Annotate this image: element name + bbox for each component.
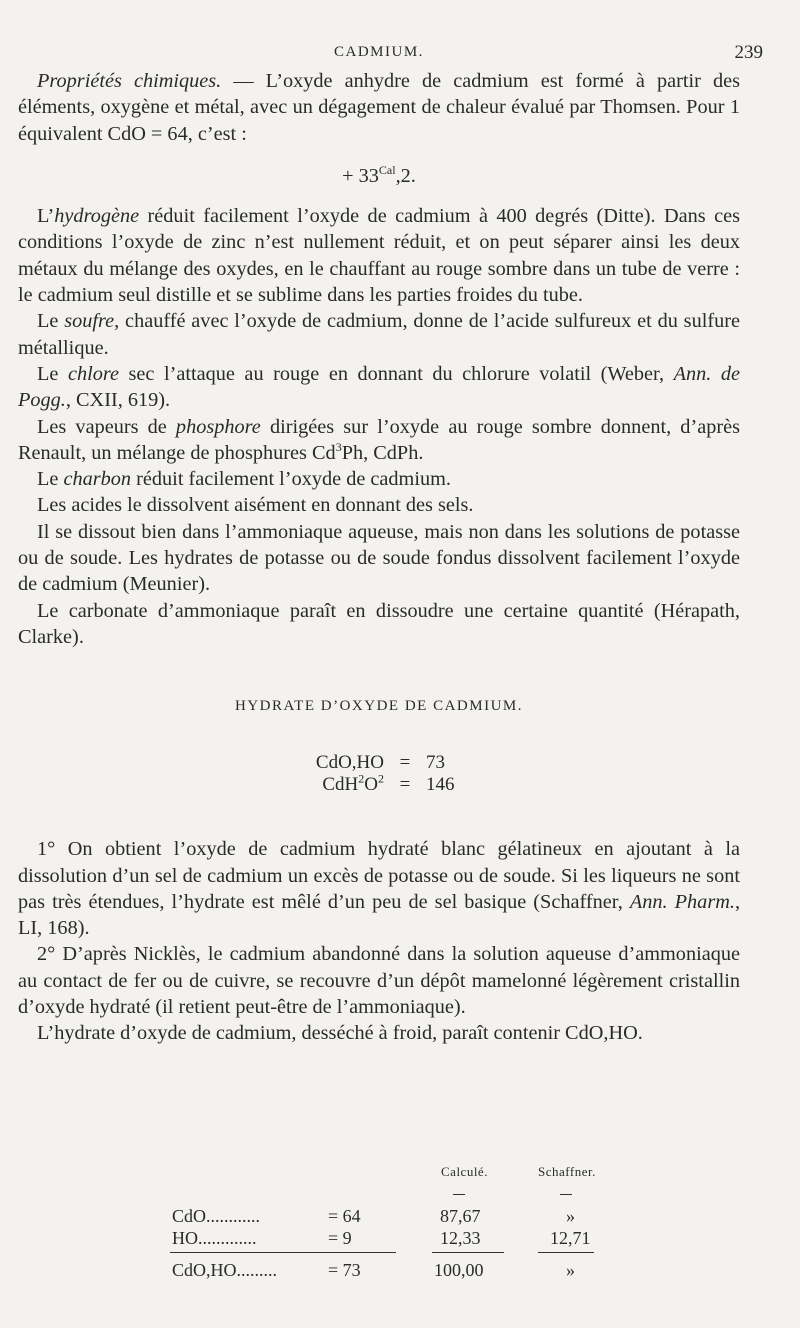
paragraph-phosphore: Les vapeurs de phosphore dirigées sur l’oxyde au rouge sombre donnent, d’après Renault, un mélange de phosphures Cd$^3$Ph, CdPh. [18,415,740,464]
paragraph-acides: Les acides le dissolvent aisément en donnant des sels. [37,494,474,517]
column-header-schaffner: Schaffner. [538,1164,596,1179]
page-number: 239 [734,42,763,63]
running-title: CADMIUM. [334,44,424,60]
subheading: Propriétés chimiques. [37,70,222,92]
header-rule [453,1194,465,1195]
sum-rule [538,1252,594,1253]
paragraph-charbon: Le charbon réduit facilement l’oxyde de cadmium. [37,468,451,491]
paragraph-proprietes-chimiques: Propriétés chimiques. — L’oxyde anhydre de cadmium est formé à partir des éléments, oxygène et métal, avec un dégagement de chaleur évalué par Thomsen. Pour 1 équivalent CdO = 64, c’est : [18,70,740,145]
formula-heat: + $33^{Cal},2$. [342,163,416,187]
paragraph-soufre: Le soufre, chauffé avec l’oxyde de cadmium, donne de l’acide sulfureux et du sulfure métallique. [18,310,740,359]
paragraph-obtention-1: 1° On obtient l’oxyde de cadmium hydraté blanc gélatineux en ajoutant à la dissolution d’un sel de cadmium un excès de potasse ou de soude. Si les liqueurs ne sont pas très étendues, l’hydrate est mêlé d’un peu de sel basique (Schaffner, Ann. Pharm., LI, 168). [18,838,741,940]
section-title: HYDRATE D’OXYDE DE CADMIUM. [235,698,523,715]
paragraph-composition: L’hydrate d’oxyde de cadmium, desséché à froid, paraît contenir CdO,HO. [37,1022,643,1045]
equation-block [18,752,740,796]
page-body [18,68,740,1047]
page-header [0,40,800,64]
paragraph-chlore: Le chlore sec l’attaque au rouge en donnant du chlorure volatil (Weber, Ann. de Pogg., CXII, 619). [18,362,741,412]
paragraph-ammoniaque: Il se dissout bien dans l’ammoniaque aqueuse, mais non dans les solutions de potasse ou de soude. Les hydrates de potasse ou de soude fondus dissolvent facilement l’oxyde de cadmium (Meunier). [18,520,740,596]
sum-rule [170,1252,396,1253]
sum-rule [432,1252,504,1253]
equation-line: $CdH^2O^2$ = 146 [322,771,455,796]
paragraph-hydrogene: L’hydrogène réduit facilement l’oxyde de cadmium à 400 degrés (Ditte). Dans ces conditions l’oxyde de zinc n’est nullement réduit, et on peut séparer ainsi les deux métaux du mélange des oxydes, en le chauffant au rouge sombre dans un tube de verre : le cadmium seul distille et se sublime dans les parties froides du tube. [18,205,740,307]
paragraph-obtention-2: 2° D’après Nicklès, le cadmium abandonné dans la solution aqueuse d’ammoniaque au contact de fer ou de cuivre, se recouvre d’un dépôt mamelonné légèrement cristallin d’oxyde hydraté (il retient peut-être de l’ammoniaque). [18,943,740,1019]
equation-line: CdO,HO = 73 [315,752,445,774]
paragraph-carbonate: Le carbonate d’ammoniaque paraît en dissoudre une certaine quantité (Hérapath, Clarke). [18,599,740,648]
header-rule [560,1194,572,1195]
analysis-table: Calculé. Schaffner. CdO............ = 64 87,67 » HO............. = 9 12,33 12,71 CdO,HO......... = 73 100,00 » [172,1164,596,1280]
column-header-calcule: Calculé. [441,1164,488,1179]
